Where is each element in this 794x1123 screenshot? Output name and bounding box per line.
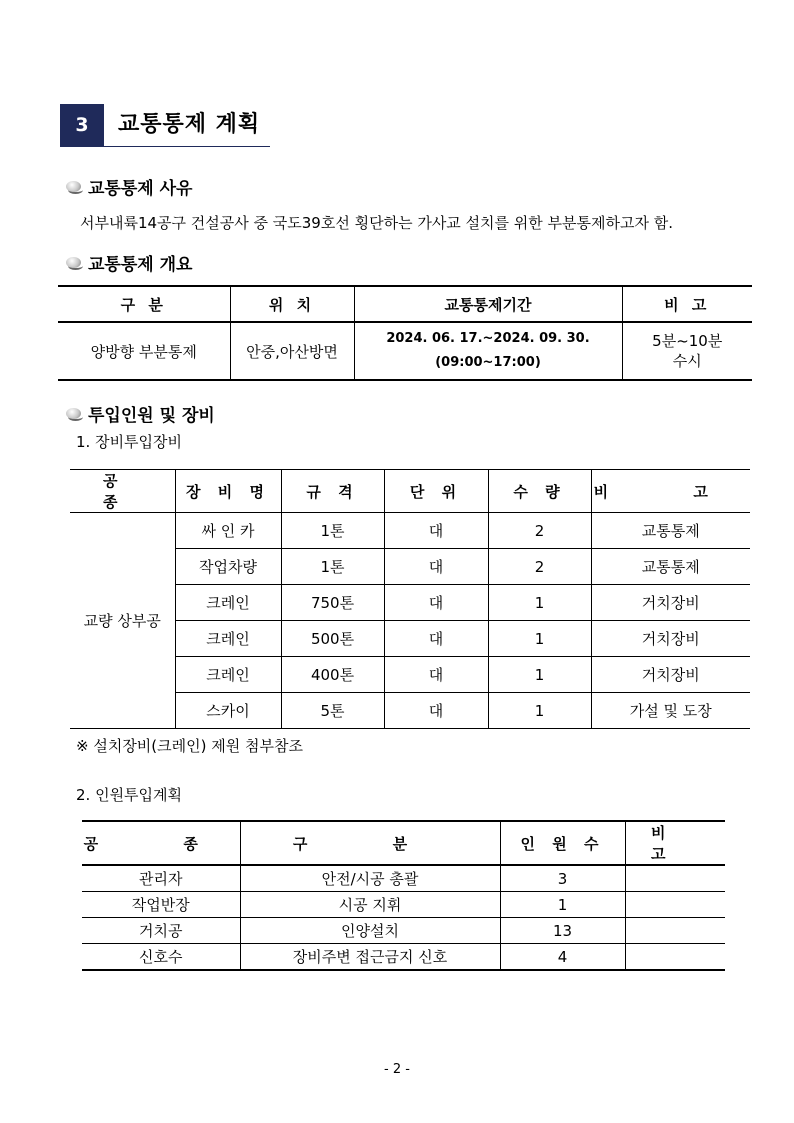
header-cell: 공 종 [82,821,240,865]
staff-count: 1 [500,892,625,918]
reason-heading [66,173,192,199]
equipment-name: 스카이 [175,693,281,729]
staff-role: 장비주변 접근금지 신호 [240,944,500,971]
equipment-qty: 1 [488,621,591,657]
staff-count: 13 [500,918,625,944]
staff-trade: 신호수 [82,944,240,971]
equipment-name: 크레인 [175,585,281,621]
control-location: 안중,아산방면 [230,322,354,380]
header-cell: 비 고 [591,470,750,513]
resources-heading-text: 투입인원 및 장비 [88,405,215,426]
resources-heading [66,400,215,426]
staff-trade: 관리자 [82,865,240,892]
equipment-footnote: ※ 설치장비(크레인) 제원 첨부참조 [76,737,303,755]
equipment-unit: 대 [384,693,488,729]
header-cell: 위 치 [230,286,354,322]
overview-heading-text: 교통통제 개요 [88,254,193,275]
equipment-spec: 1톤 [281,513,384,549]
table-row [82,918,725,944]
staff-count: 4 [500,944,625,971]
equipment-qty: 2 [488,549,591,585]
bullet-icon [66,407,83,420]
equipment-unit: 대 [384,549,488,585]
header-cell: 인 원 수 [500,821,625,865]
equipment-subtitle: 1. 장비투입장비 [76,433,183,451]
header-cell: 교통통제기간 [354,286,622,322]
bullet-icon [66,180,83,193]
header-cell: 수 량 [488,470,591,513]
control-type: 양방향 부분통제 [58,322,230,380]
header-cell: 구 분 [240,821,500,865]
equipment-table [70,469,750,729]
equipment-unit: 대 [384,621,488,657]
equipment-name: 작업차량 [175,549,281,585]
staff-table [82,820,725,971]
table-header-row [70,470,750,513]
staff-subtitle: 2. 인원투입계획 [76,786,183,804]
overview-table [58,285,752,381]
control-period [354,322,622,380]
equipment-name: 크레인 [175,657,281,693]
equipment-qty: 1 [488,693,591,729]
equipment-note: 거치장비 [591,621,750,657]
table-row [82,892,725,918]
staff-note [625,944,725,971]
table-row [82,944,725,971]
table-row [58,322,752,380]
page-number: - 2 - [384,1062,410,1077]
equipment-note: 가설 및 도장 [591,693,750,729]
header-cell: 비 고 [625,821,725,865]
staff-count: 3 [500,865,625,892]
table-header-row [82,821,725,865]
equipment-note: 거치장비 [591,657,750,693]
staff-trade: 거치공 [82,918,240,944]
equipment-name: 크레인 [175,621,281,657]
staff-role: 시공 지휘 [240,892,500,918]
equipment-spec: 1톤 [281,549,384,585]
header-cell: 장 비 명 [175,470,281,513]
control-note [622,322,752,380]
staff-note [625,918,725,944]
equipment-unit: 대 [384,657,488,693]
equipment-qty: 1 [488,657,591,693]
equipment-qty: 2 [488,513,591,549]
equipment-spec: 5톤 [281,693,384,729]
note-line2: 수시 [672,352,702,370]
equipment-spec: 750톤 [281,585,384,621]
equipment-spec: 500톤 [281,621,384,657]
equipment-note: 교통통제 [591,513,750,549]
equipment-unit: 대 [384,585,488,621]
staff-note [625,892,725,918]
equipment-note: 거치장비 [591,585,750,621]
table-row [70,513,750,549]
period-hours: (09:00~17:00) [435,355,541,370]
header-cell: 규 격 [281,470,384,513]
staff-role: 인양설치 [240,918,500,944]
equipment-spec: 400톤 [281,657,384,693]
header-cell: 구 분 [58,286,230,322]
equipment-qty: 1 [488,585,591,621]
staff-trade: 작업반장 [82,892,240,918]
header-cell: 공 종 [70,470,175,513]
note-line1: 5분~10분 [652,332,723,350]
table-header-row [58,286,752,322]
reason-heading-text: 교통통제 사유 [88,178,193,199]
header-cell: 단 위 [384,470,488,513]
staff-note [625,865,725,892]
section-number: 3 [60,104,104,146]
table-row [82,865,725,892]
overview-heading [66,249,192,275]
bullet-icon [66,256,83,269]
equipment-unit: 대 [384,513,488,549]
work-type-cell: 교량 상부공 [70,513,175,729]
section-heading [60,104,270,147]
equipment-note: 교통통제 [591,549,750,585]
reason-text: 서부내륙14공구 건설공사 중 국도39호선 횡단하는 가사교 설치를 위한 부분통제하고자 함. [80,214,674,232]
section-title: 교통통제 계획 [118,112,261,137]
period-dates: 2024. 06. 17.~2024. 09. 30. [386,331,590,346]
header-cell: 비 고 [622,286,752,322]
equipment-name: 싸 인 카 [175,513,281,549]
staff-role: 안전/시공 총괄 [240,865,500,892]
